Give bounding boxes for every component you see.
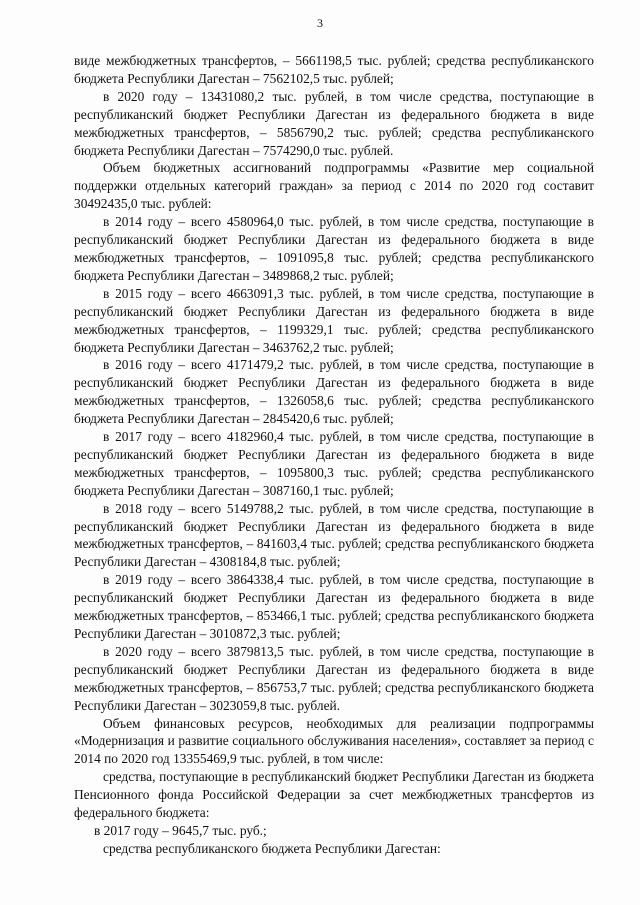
paragraph: средства республиканского бюджета Республики Дагестан: (103, 840, 441, 856)
paragraph: в 2014 году – всего 4580964,0 тыс. рублей, в том числе средства, поступающие в республиканский бюджет Республики Дагестан из федерального бюджета в виде межбюджетных трансфертов, – 1091095,8 тыс. рублей; средства республиканского бюджета Республики Дагестан – 3489868,2 тыс. рублей; (74, 214, 594, 283)
paragraph: Объем финансовых ресурсов, необходимых для реализации подпрограммы «Модернизация и развитие социального обслуживания населения», составляет за период с 2014 по 2020 год 13355469,9 тыс. рублей, в том числе: (74, 715, 594, 767)
page-number: 3 (317, 16, 323, 30)
paragraph: в 2019 году – всего 3864338,4 тыс. рублей, в том числе средства, поступающие в республиканский бюджет Республики Дагестан из федерального бюджета в виде межбюджетных трансфертов, – 853466,1 тыс. рублей; средства республиканского бюджета Республики Дагестан – 3010872,3 тыс. рублей; (74, 572, 594, 641)
paragraph: в 2016 году – всего 4171479,2 тыс. рублей, в том числе средства, поступающие в республиканский бюджет Республики Дагестан из федерального бюджета в виде межбюджетных трансфертов, – 1326058,6 тыс. рублей; средства республиканского бюджета Республики Дагестан – 2845420,6 тыс. рублей; (74, 357, 594, 427)
document-body (74, 52, 594, 858)
paragraph: в 2015 году – всего 4663091,3 тыс. рублей, в том числе средства, поступающие в республиканский бюджет Республики Дагестан из федерального бюджета в виде межбюджетных трансфертов, – 1199329,1 тыс. рублей; средства республиканского бюджета Республики Дагестан – 3463762,2 тыс. рублей; (74, 285, 594, 355)
paragraph: в 2018 году – всего 5149788,2 тыс. рублей, в том числе средства, поступающие в республиканский бюджет Республики Дагестан из федерального бюджета в виде межбюджетных трансфертов, – 841603,4 тыс. рублей; средства республиканского бюджета Республики Дагестан – 4308184,8 тыс. рублей; (74, 500, 594, 570)
paragraph: виде межбюджетных трансфертов, – 5661198,5 тыс. рублей; средства республиканского бюджета Республики Дагестан – 7562102,5 тыс. рублей; (74, 53, 594, 86)
paragraph: в 2017 году – всего 4182960,4 тыс. рублей, в том числе средства, поступающие в республиканский бюджет Республики Дагестан из федерального бюджета в виде межбюджетных трансфертов, – 1095800,3 тыс. рублей; средства республиканского бюджета Республики Дагестан – 3087160,1 тыс. рублей; (74, 429, 594, 498)
paragraph: в 2020 году – 13431080,2 тыс. рублей, в том числе средства, поступающие в республиканский бюджет Республики Дагестан из федерального бюджета в виде межбюджетных трансфертов, – 5856790,2 тыс. рублей; средства республиканского бюджета Республики Дагестан – 7574290,0 тыс. рублей. (74, 88, 594, 158)
paragraph: в 2020 году – всего 3879813,5 тыс. рублей, в том числе средства, поступающие в республиканский бюджет Республики Дагестан из федерального бюджета в виде межбюджетных трансфертов, – 856753,7 тыс. рублей; средства республиканского бюджета Республики Дагестан – 3023059,8 тыс. рублей. (74, 643, 594, 713)
paragraph: в 2017 году – 9645,7 тыс. руб.; (94, 822, 267, 838)
paragraph: Объем бюджетных ассигнований подпрограммы «Развитие мер социальной поддержки отдельных категорий граждан» за период с 2014 по 2020 год составит 30492435,0 тыс. рублей: (74, 160, 594, 212)
paragraph: средства, поступающие в республиканский бюджет Республики Дагестан из бюджета Пенсионного фонда Российской Федерации за счет межбюджетных трансфертов из федерального бюджета: (74, 769, 594, 821)
